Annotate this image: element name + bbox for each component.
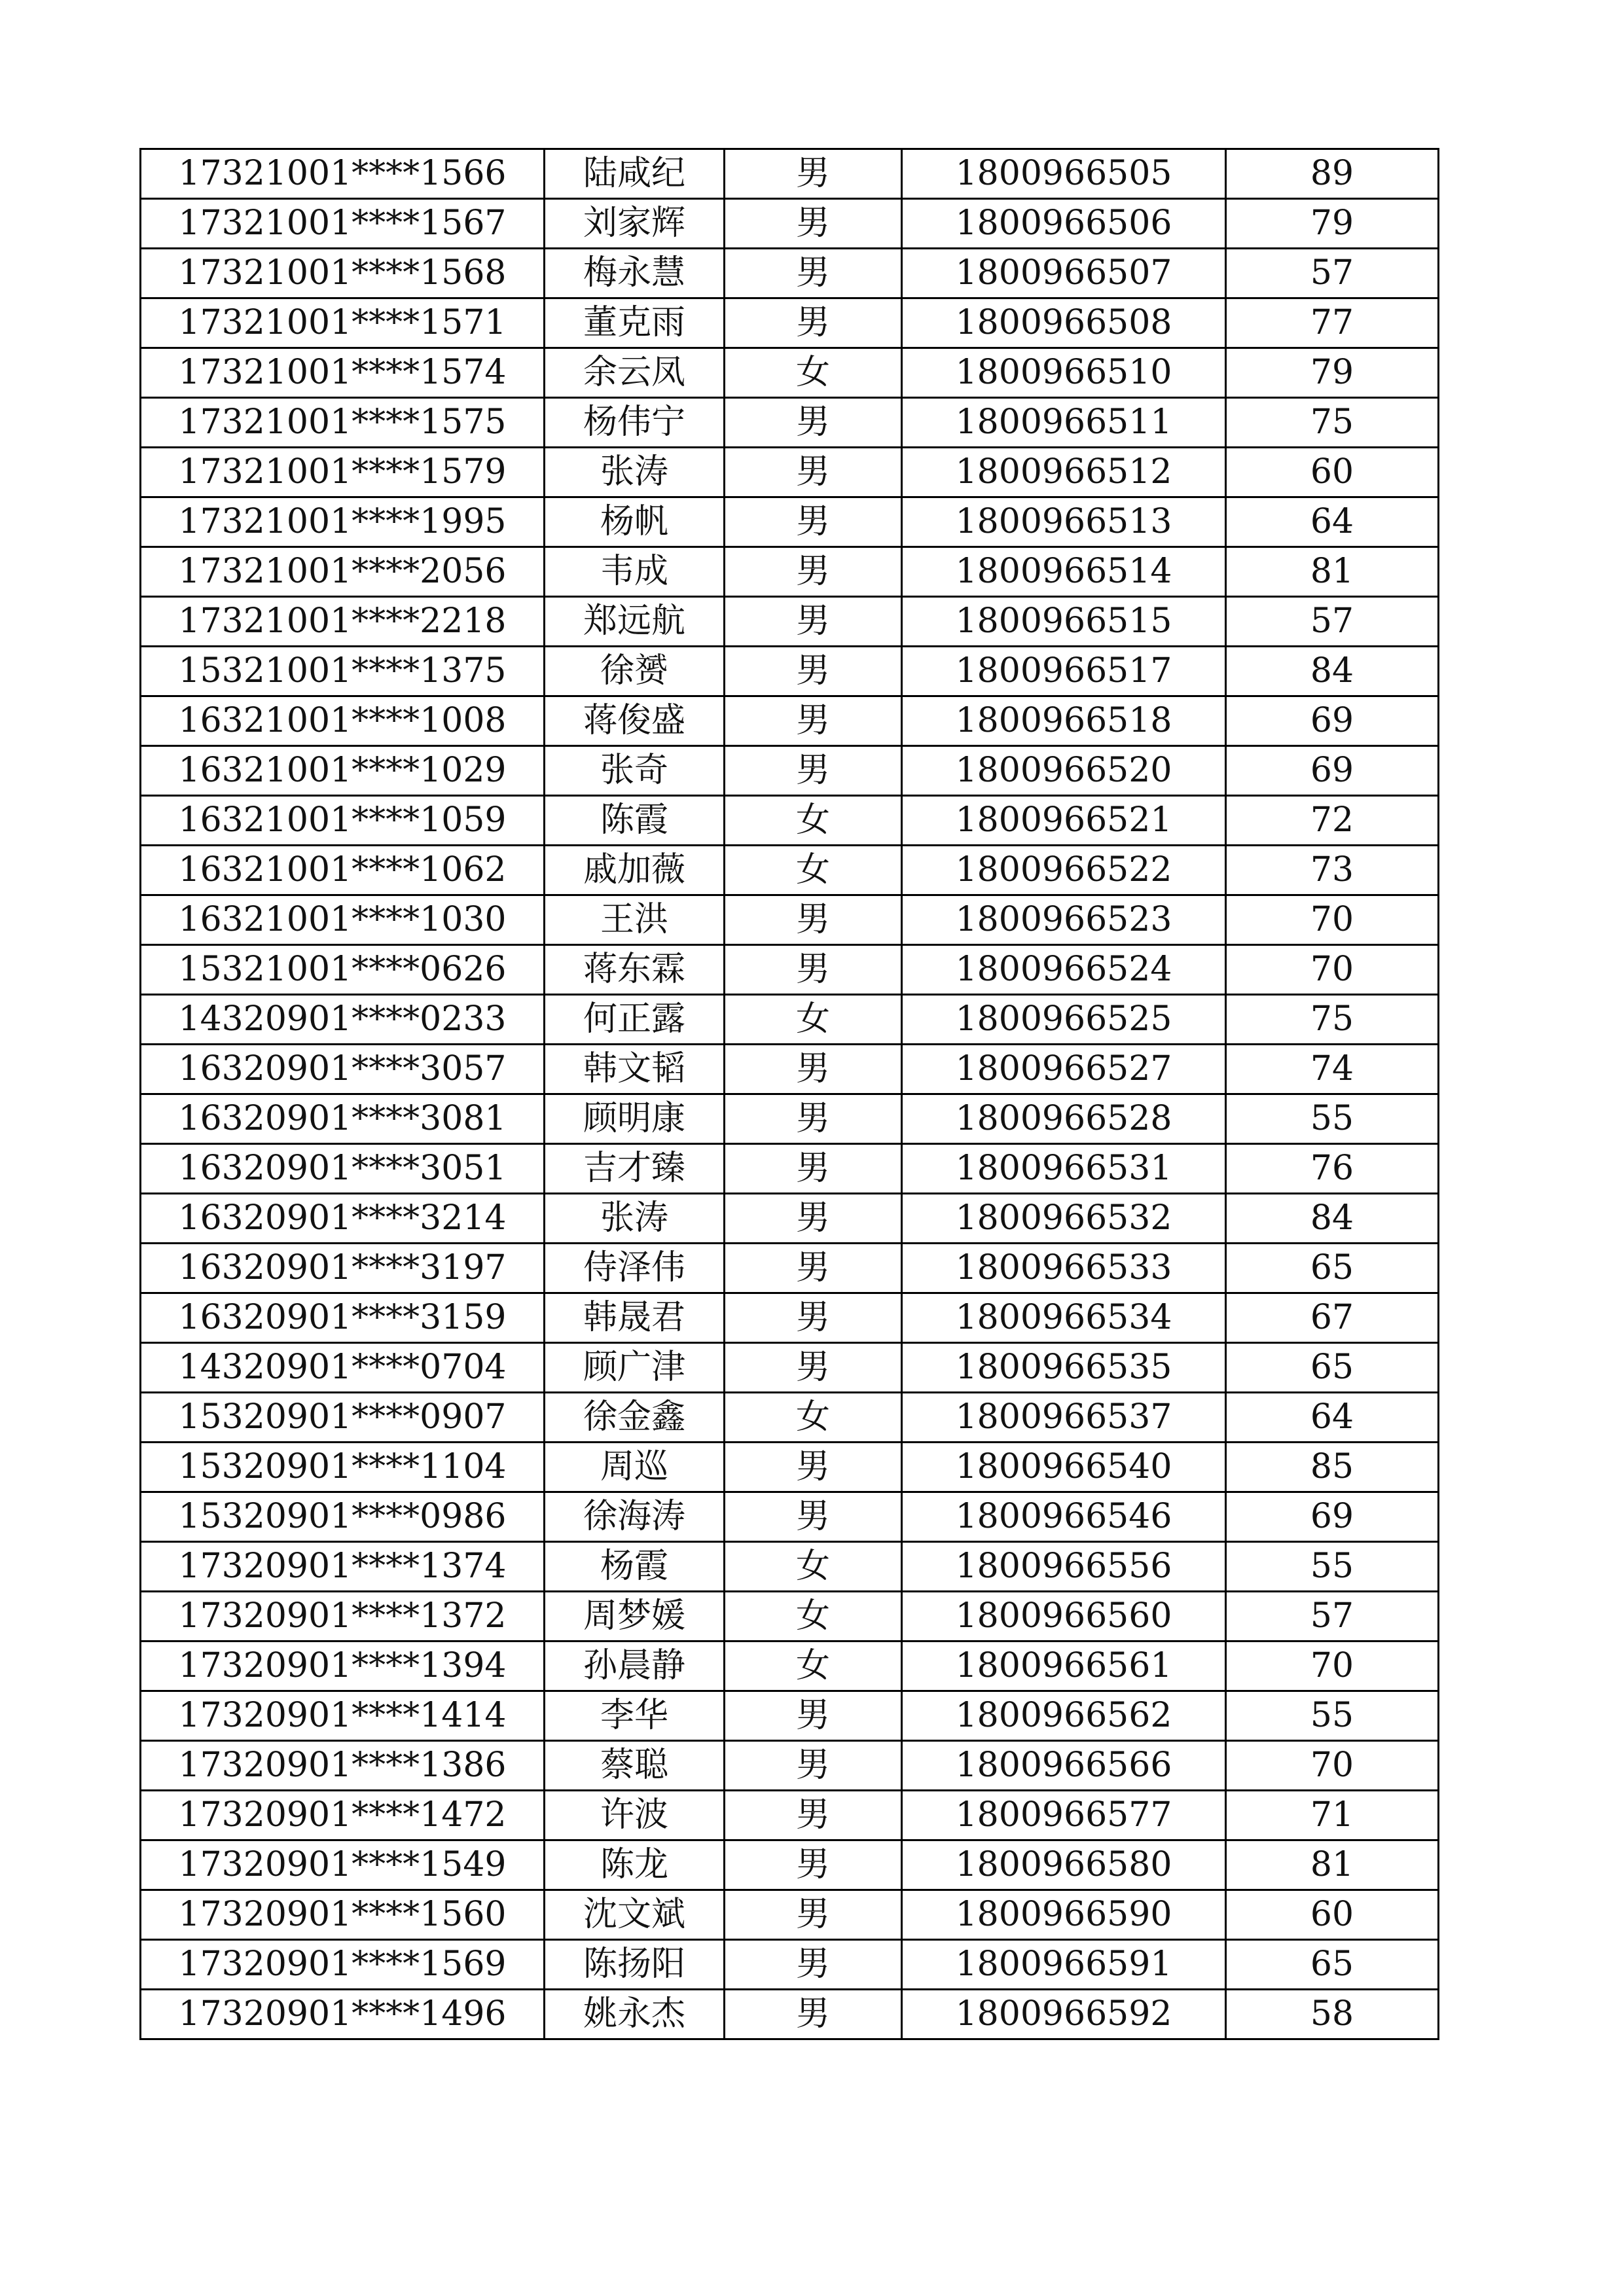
student-id-cell: 17320901****1386: [141, 1741, 545, 1791]
student-name-cell: 吉才臻: [545, 1144, 725, 1194]
score-cell: 72: [1226, 796, 1439, 846]
ticket-number-cell: 1800966592: [902, 1990, 1226, 2039]
gender-cell: 女: [725, 1393, 902, 1443]
ticket-number-cell: 1800966531: [902, 1144, 1226, 1194]
gender-cell: 男: [725, 249, 902, 298]
table-row: [141, 448, 1439, 497]
gender-cell: 男: [725, 746, 902, 796]
student-id-cell: 14320901****0704: [141, 1343, 545, 1393]
ticket-number-cell: 1800966540: [902, 1443, 1226, 1492]
score-cell: 84: [1226, 1194, 1439, 1244]
ticket-number-cell: 1800966566: [902, 1741, 1226, 1791]
gender-cell: 男: [725, 1045, 902, 1094]
student-name-cell: 梅永慧: [545, 249, 725, 298]
score-cell: 64: [1226, 497, 1439, 547]
score-cell: 85: [1226, 1443, 1439, 1492]
table-row: [141, 1691, 1439, 1741]
ticket-number-cell: 1800966508: [902, 298, 1226, 348]
student-id-cell: 17321001****1566: [141, 149, 545, 199]
score-cell: 73: [1226, 846, 1439, 895]
student-name-cell: 陆咸纪: [545, 149, 725, 199]
table-row: [141, 1492, 1439, 1542]
ticket-number-cell: 1800966517: [902, 647, 1226, 696]
table-row: [141, 796, 1439, 846]
ticket-number-cell: 1800966512: [902, 448, 1226, 497]
student-name-cell: 姚永杰: [545, 1990, 725, 2039]
score-cell: 65: [1226, 1343, 1439, 1393]
student-name-cell: 韦成: [545, 547, 725, 597]
student-name-cell: 张涛: [545, 448, 725, 497]
table-row: [141, 895, 1439, 945]
table-row: [141, 1990, 1439, 2039]
table-row: [141, 1840, 1439, 1890]
gender-cell: 女: [725, 1641, 902, 1691]
score-cell: 81: [1226, 1840, 1439, 1890]
gender-cell: 男: [725, 547, 902, 597]
student-id-cell: 17321001****1574: [141, 348, 545, 398]
gender-cell: 男: [725, 1741, 902, 1791]
student-id-cell: 17320901****1372: [141, 1592, 545, 1641]
ticket-number-cell: 1800966537: [902, 1393, 1226, 1443]
gender-cell: 女: [725, 1542, 902, 1592]
score-cell: 75: [1226, 398, 1439, 448]
table-row: [141, 1194, 1439, 1244]
gender-cell: 女: [725, 348, 902, 398]
student-name-cell: 徐金鑫: [545, 1393, 725, 1443]
score-cell: 55: [1226, 1542, 1439, 1592]
gender-cell: 男: [725, 1840, 902, 1890]
ticket-number-cell: 1800966533: [902, 1244, 1226, 1293]
score-cell: 58: [1226, 1990, 1439, 2039]
student-id-cell: 16320901****3214: [141, 1194, 545, 1244]
table-row: [141, 1045, 1439, 1094]
student-name-cell: 李华: [545, 1691, 725, 1741]
ticket-number-cell: 1800966506: [902, 199, 1226, 249]
ticket-number-cell: 1800966561: [902, 1641, 1226, 1691]
gender-cell: 男: [725, 199, 902, 249]
student-id-cell: 17320901****1374: [141, 1542, 545, 1592]
student-name-cell: 刘家辉: [545, 199, 725, 249]
student-id-cell: 15321001****1375: [141, 647, 545, 696]
student-name-cell: 余云凤: [545, 348, 725, 398]
student-id-cell: 15320901****1104: [141, 1443, 545, 1492]
score-cell: 57: [1226, 597, 1439, 647]
ticket-number-cell: 1800966527: [902, 1045, 1226, 1094]
ticket-number-cell: 1800966513: [902, 497, 1226, 547]
ticket-number-cell: 1800966514: [902, 547, 1226, 597]
gender-cell: 女: [725, 796, 902, 846]
ticket-number-cell: 1800966562: [902, 1691, 1226, 1741]
score-cell: 89: [1226, 149, 1439, 199]
gender-cell: 男: [725, 1094, 902, 1144]
student-id-cell: 17321001****2218: [141, 597, 545, 647]
gender-cell: 男: [725, 1691, 902, 1741]
student-name-cell: 王洪: [545, 895, 725, 945]
score-cell: 71: [1226, 1791, 1439, 1840]
score-cell: 70: [1226, 1641, 1439, 1691]
gender-cell: 男: [725, 1293, 902, 1343]
student-name-cell: 沈文斌: [545, 1890, 725, 1940]
student-id-cell: 16321001****1059: [141, 796, 545, 846]
student-name-cell: 董克雨: [545, 298, 725, 348]
student-id-cell: 15320901****0986: [141, 1492, 545, 1542]
score-cell: 70: [1226, 945, 1439, 995]
student-id-cell: 17320901****1569: [141, 1940, 545, 1990]
score-table: [139, 148, 1439, 2040]
table-row: [141, 1094, 1439, 1144]
gender-cell: 男: [725, 1492, 902, 1542]
gender-cell: 男: [725, 1990, 902, 2039]
student-name-cell: 戚加薇: [545, 846, 725, 895]
table-row: [141, 1741, 1439, 1791]
ticket-number-cell: 1800966580: [902, 1840, 1226, 1890]
score-cell: 81: [1226, 547, 1439, 597]
ticket-number-cell: 1800966511: [902, 398, 1226, 448]
score-cell: 70: [1226, 895, 1439, 945]
student-name-cell: 张涛: [545, 1194, 725, 1244]
ticket-number-cell: 1800966518: [902, 696, 1226, 746]
ticket-number-cell: 1800966524: [902, 945, 1226, 995]
ticket-number-cell: 1800966521: [902, 796, 1226, 846]
table-row: [141, 1791, 1439, 1840]
student-name-cell: 孙晨静: [545, 1641, 725, 1691]
student-id-cell: 17320901****1414: [141, 1691, 545, 1741]
student-name-cell: 顾广津: [545, 1343, 725, 1393]
score-table-body: [141, 149, 1439, 2039]
student-name-cell: 蔡聪: [545, 1741, 725, 1791]
score-cell: 55: [1226, 1094, 1439, 1144]
student-name-cell: 徐赟: [545, 647, 725, 696]
table-row: [141, 746, 1439, 796]
student-id-cell: 16320901****3197: [141, 1244, 545, 1293]
score-cell: 60: [1226, 1890, 1439, 1940]
student-id-cell: 17320901****1560: [141, 1890, 545, 1940]
gender-cell: 女: [725, 995, 902, 1045]
student-name-cell: 郑远航: [545, 597, 725, 647]
student-name-cell: 韩文韬: [545, 1045, 725, 1094]
student-name-cell: 杨伟宁: [545, 398, 725, 448]
gender-cell: 男: [725, 1443, 902, 1492]
ticket-number-cell: 1800966590: [902, 1890, 1226, 1940]
ticket-number-cell: 1800966528: [902, 1094, 1226, 1144]
student-name-cell: 韩晟君: [545, 1293, 725, 1343]
gender-cell: 男: [725, 1194, 902, 1244]
student-id-cell: 16321001****1029: [141, 746, 545, 796]
gender-cell: 男: [725, 647, 902, 696]
gender-cell: 男: [725, 895, 902, 945]
table-row: [141, 647, 1439, 696]
table-row: [141, 995, 1439, 1045]
student-name-cell: 许波: [545, 1791, 725, 1840]
gender-cell: 男: [725, 149, 902, 199]
ticket-number-cell: 1800966505: [902, 149, 1226, 199]
student-id-cell: 17320901****1549: [141, 1840, 545, 1890]
student-id-cell: 16321001****1008: [141, 696, 545, 746]
ticket-number-cell: 1800966556: [902, 1542, 1226, 1592]
student-name-cell: 侍泽伟: [545, 1244, 725, 1293]
student-name-cell: 陈龙: [545, 1840, 725, 1890]
score-cell: 75: [1226, 995, 1439, 1045]
table-row: [141, 1443, 1439, 1492]
table-row: [141, 696, 1439, 746]
student-id-cell: 17321001****1579: [141, 448, 545, 497]
gender-cell: 女: [725, 1592, 902, 1641]
ticket-number-cell: 1800966522: [902, 846, 1226, 895]
gender-cell: 男: [725, 298, 902, 348]
score-cell: 65: [1226, 1940, 1439, 1990]
student-id-cell: 17320901****1394: [141, 1641, 545, 1691]
score-cell: 76: [1226, 1144, 1439, 1194]
student-id-cell: 17321001****1575: [141, 398, 545, 448]
ticket-number-cell: 1800966525: [902, 995, 1226, 1045]
score-cell: 70: [1226, 1741, 1439, 1791]
gender-cell: 男: [725, 1890, 902, 1940]
ticket-number-cell: 1800966546: [902, 1492, 1226, 1542]
table-row: [141, 1542, 1439, 1592]
gender-cell: 男: [725, 448, 902, 497]
score-cell: 57: [1226, 1592, 1439, 1641]
gender-cell: 男: [725, 1940, 902, 1990]
ticket-number-cell: 1800966515: [902, 597, 1226, 647]
score-cell: 79: [1226, 348, 1439, 398]
gender-cell: 男: [725, 1244, 902, 1293]
student-name-cell: 杨帆: [545, 497, 725, 547]
student-name-cell: 陈霞: [545, 796, 725, 846]
student-id-cell: 16321001****1062: [141, 846, 545, 895]
ticket-number-cell: 1800966560: [902, 1592, 1226, 1641]
score-cell: 65: [1226, 1244, 1439, 1293]
table-row: [141, 1393, 1439, 1443]
table-row: [141, 149, 1439, 199]
ticket-number-cell: 1800966510: [902, 348, 1226, 398]
student-id-cell: 17321001****2056: [141, 547, 545, 597]
table-row: [141, 1940, 1439, 1990]
gender-cell: 男: [725, 597, 902, 647]
table-row: [141, 249, 1439, 298]
student-id-cell: 16321001****1030: [141, 895, 545, 945]
table-row: [141, 497, 1439, 547]
student-id-cell: 16320901****3081: [141, 1094, 545, 1144]
gender-cell: 男: [725, 1791, 902, 1840]
table-row: [141, 1592, 1439, 1641]
ticket-number-cell: 1800966577: [902, 1791, 1226, 1840]
student-name-cell: 何正露: [545, 995, 725, 1045]
table-row: [141, 1144, 1439, 1194]
score-cell: 74: [1226, 1045, 1439, 1094]
table-row: [141, 1293, 1439, 1343]
ticket-number-cell: 1800966534: [902, 1293, 1226, 1343]
table-row: [141, 348, 1439, 398]
ticket-number-cell: 1800966523: [902, 895, 1226, 945]
gender-cell: 男: [725, 398, 902, 448]
gender-cell: 男: [725, 1144, 902, 1194]
gender-cell: 男: [725, 945, 902, 995]
table-row: [141, 547, 1439, 597]
gender-cell: 女: [725, 846, 902, 895]
score-cell: 64: [1226, 1393, 1439, 1443]
ticket-number-cell: 1800966535: [902, 1343, 1226, 1393]
table-row: [141, 298, 1439, 348]
student-id-cell: 16320901****3051: [141, 1144, 545, 1194]
student-id-cell: 16320901****3159: [141, 1293, 545, 1343]
student-id-cell: 15321001****0626: [141, 945, 545, 995]
student-id-cell: 17321001****1571: [141, 298, 545, 348]
student-id-cell: 16320901****3057: [141, 1045, 545, 1094]
student-id-cell: 17321001****1568: [141, 249, 545, 298]
student-id-cell: 15320901****0907: [141, 1393, 545, 1443]
table-row: [141, 846, 1439, 895]
student-name-cell: 周梦媛: [545, 1592, 725, 1641]
score-cell: 55: [1226, 1691, 1439, 1741]
student-name-cell: 蒋东霖: [545, 945, 725, 995]
score-cell: 67: [1226, 1293, 1439, 1343]
student-id-cell: 17321001****1567: [141, 199, 545, 249]
ticket-number-cell: 1800966591: [902, 1940, 1226, 1990]
student-name-cell: 杨霞: [545, 1542, 725, 1592]
ticket-number-cell: 1800966507: [902, 249, 1226, 298]
student-name-cell: 陈扬阳: [545, 1940, 725, 1990]
gender-cell: 男: [725, 497, 902, 547]
student-id-cell: 17320901****1472: [141, 1791, 545, 1840]
student-name-cell: 顾明康: [545, 1094, 725, 1144]
table-row: [141, 199, 1439, 249]
ticket-number-cell: 1800966520: [902, 746, 1226, 796]
score-cell: 79: [1226, 199, 1439, 249]
table-row: [141, 945, 1439, 995]
student-id-cell: 14320901****0233: [141, 995, 545, 1045]
student-id-cell: 17321001****1995: [141, 497, 545, 547]
table-row: [141, 398, 1439, 448]
table-row: [141, 597, 1439, 647]
student-name-cell: 蒋俊盛: [545, 696, 725, 746]
table-row: [141, 1890, 1439, 1940]
score-cell: 69: [1226, 1492, 1439, 1542]
student-id-cell: 17320901****1496: [141, 1990, 545, 2039]
score-cell: 69: [1226, 696, 1439, 746]
student-name-cell: 周巡: [545, 1443, 725, 1492]
score-cell: 60: [1226, 448, 1439, 497]
gender-cell: 男: [725, 1343, 902, 1393]
score-cell: 69: [1226, 746, 1439, 796]
gender-cell: 男: [725, 696, 902, 746]
table-row: [141, 1343, 1439, 1393]
score-cell: 84: [1226, 647, 1439, 696]
score-cell: 77: [1226, 298, 1439, 348]
table-row: [141, 1641, 1439, 1691]
table-row: [141, 1244, 1439, 1293]
ticket-number-cell: 1800966532: [902, 1194, 1226, 1244]
student-name-cell: 徐海涛: [545, 1492, 725, 1542]
score-cell: 57: [1226, 249, 1439, 298]
student-name-cell: 张奇: [545, 746, 725, 796]
